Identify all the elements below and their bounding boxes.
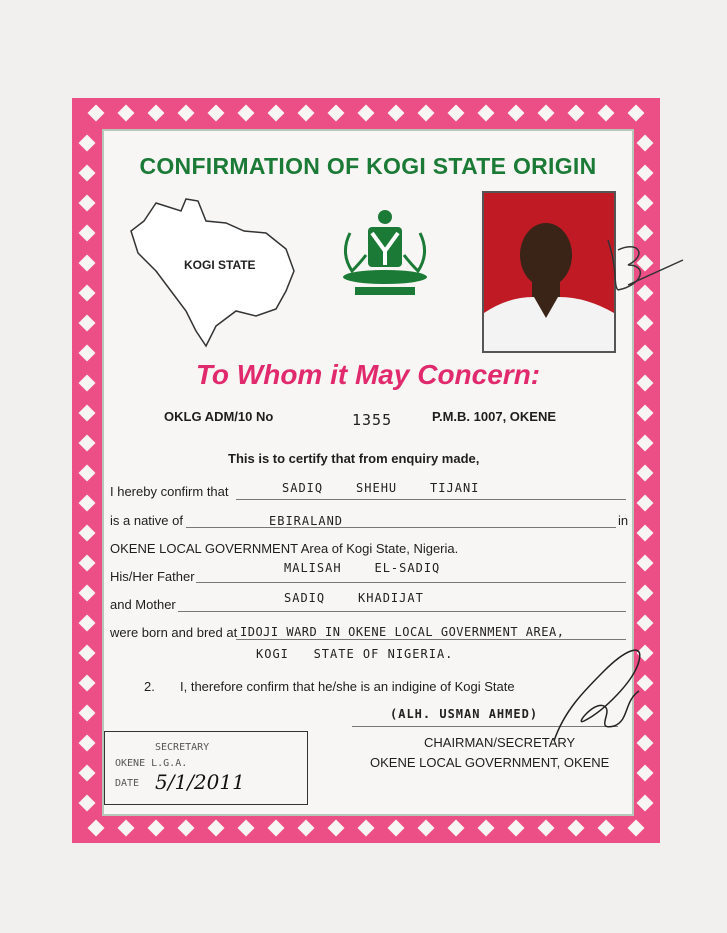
border-diamond [388,105,405,122]
border-diamond [79,525,96,542]
mother-line [178,611,626,612]
border-diamond [79,645,96,662]
border-diamond [448,105,465,122]
father-label: His/Her Father [110,569,195,584]
border-diamond [568,820,585,837]
border-diamond [637,435,654,452]
pmb-address: P.M.B. 1007, OKENE [432,409,557,424]
signatory-title: CHAIRMAN/SECRETARY [424,735,576,750]
border-diamond [79,345,96,362]
born-label: were born and bred at [110,625,238,640]
paragraph-2: I, therefore confirm that he/she is an indigine of Kogi State [180,679,515,694]
border-diamond [79,225,96,242]
border-diamond [637,195,654,212]
border-diamond [79,705,96,722]
signatory-name: (ALH. USMAN AHMED) [390,707,539,721]
border-diamond [79,615,96,632]
border-diamond [298,820,315,837]
border-diamond [628,105,645,122]
border-diamond [88,820,105,837]
ref-number: 1355 [352,411,393,429]
border-diamond [478,820,495,837]
border-diamond [298,105,315,122]
border-diamond [79,435,96,452]
native-value: EBIRALAND [269,514,344,528]
native-line [186,527,616,528]
map-label: KOGI STATE [184,258,256,272]
ref-label: OKLG ADM/10 No [164,409,274,424]
mother-value: SADIQ KHADIJAT [284,591,424,605]
coat-of-arms-icon [330,203,440,303]
border-diamond [628,820,645,837]
border-diamond [637,525,654,542]
border-diamond [238,820,255,837]
border-diamond [637,375,654,392]
border-diamond [79,765,96,782]
border-diamond [208,105,225,122]
date-stamp [104,731,308,805]
border-diamond [79,465,96,482]
border-diamond [79,585,96,602]
border-diamond [568,105,585,122]
subject-name: SADIQ SHEHU TIJANI [282,481,480,495]
border-diamond [508,820,525,837]
stamp-line-2: OKENE L.G.A. [115,758,188,769]
intro-text: This is to certify that from enquiry made, [228,451,480,466]
border-diamond [79,795,96,812]
border-diamond [418,820,435,837]
border-diamond [637,165,654,182]
border-diamond [358,105,375,122]
border-diamond [79,555,96,572]
border-diamond [79,675,96,692]
photo-signature-icon [598,230,688,300]
border-diamond [79,315,96,332]
border-diamond [637,345,654,362]
confirm-label: I hereby confirm that [110,484,229,499]
border-diamond [79,375,96,392]
border-diamond [79,165,96,182]
border-diamond [637,405,654,422]
border-diamond [598,820,615,837]
border-diamond [148,105,165,122]
border-diamond [79,195,96,212]
border-diamond [538,820,555,837]
border-diamond [478,105,495,122]
stamp-date-label: DATE [115,778,140,789]
border-diamond [637,615,654,632]
father-value: MALISAH EL-SADIQ [284,561,441,575]
certificate [72,98,660,843]
border-diamond [637,795,654,812]
border-diamond [79,495,96,512]
border-diamond [148,820,165,837]
border-diamond [178,820,195,837]
border-diamond [637,585,654,602]
father-line [196,582,626,583]
border-diamond [328,820,345,837]
border-diamond [637,135,654,152]
border-diamond [79,735,96,752]
in-label: in [618,513,629,528]
name-line [236,499,626,500]
border-diamond [118,105,135,122]
border-diamond [178,105,195,122]
signature-icon [544,631,654,761]
stamp-date: 5/1/2011 [155,770,245,794]
border-diamond [448,820,465,837]
certificate-body [102,129,634,816]
border-diamond [268,105,285,122]
mother-label: and Mother [110,597,176,612]
native-label: is a native of [110,513,183,528]
border-diamond [637,465,654,482]
border-diamond [88,105,105,122]
stamp-line-1: SECRETARY [155,742,210,753]
kogi-map [126,191,301,351]
border-diamond [598,105,615,122]
paragraph-number: 2. [144,679,155,694]
border-diamond [79,255,96,272]
border-diamond [79,285,96,302]
born-value-line1: IDOJI WARD IN OKENE LOCAL GOVERNMENT AREA, [240,625,565,639]
border-diamond [118,820,135,837]
border-diamond [637,555,654,572]
border-diamond [79,405,96,422]
border-diamond [637,765,654,782]
border-diamond [637,495,654,512]
border-diamond [358,820,375,837]
border-diamond [79,135,96,152]
certificate-title: CONFIRMATION OF KOGI STATE ORIGIN [139,153,597,179]
border-diamond [208,820,225,837]
office-name: OKENE LOCAL GOVERNMENT, OKENE [370,755,610,770]
border-diamond [328,105,345,122]
border-diamond [508,105,525,122]
border-diamond [637,315,654,332]
border-diamond [238,105,255,122]
salutation: To Whom it May Concern: [195,359,541,390]
border-diamond [418,105,435,122]
portrait-photo [482,191,616,353]
border-diamond [538,105,555,122]
lga-line: OKENE LOCAL GOVERNMENT Area of Kogi State, Nigeria. [110,541,459,556]
born-value-line2: KOGI STATE OF NIGERIA. [256,647,454,661]
border-diamond [268,820,285,837]
border-diamond [388,820,405,837]
